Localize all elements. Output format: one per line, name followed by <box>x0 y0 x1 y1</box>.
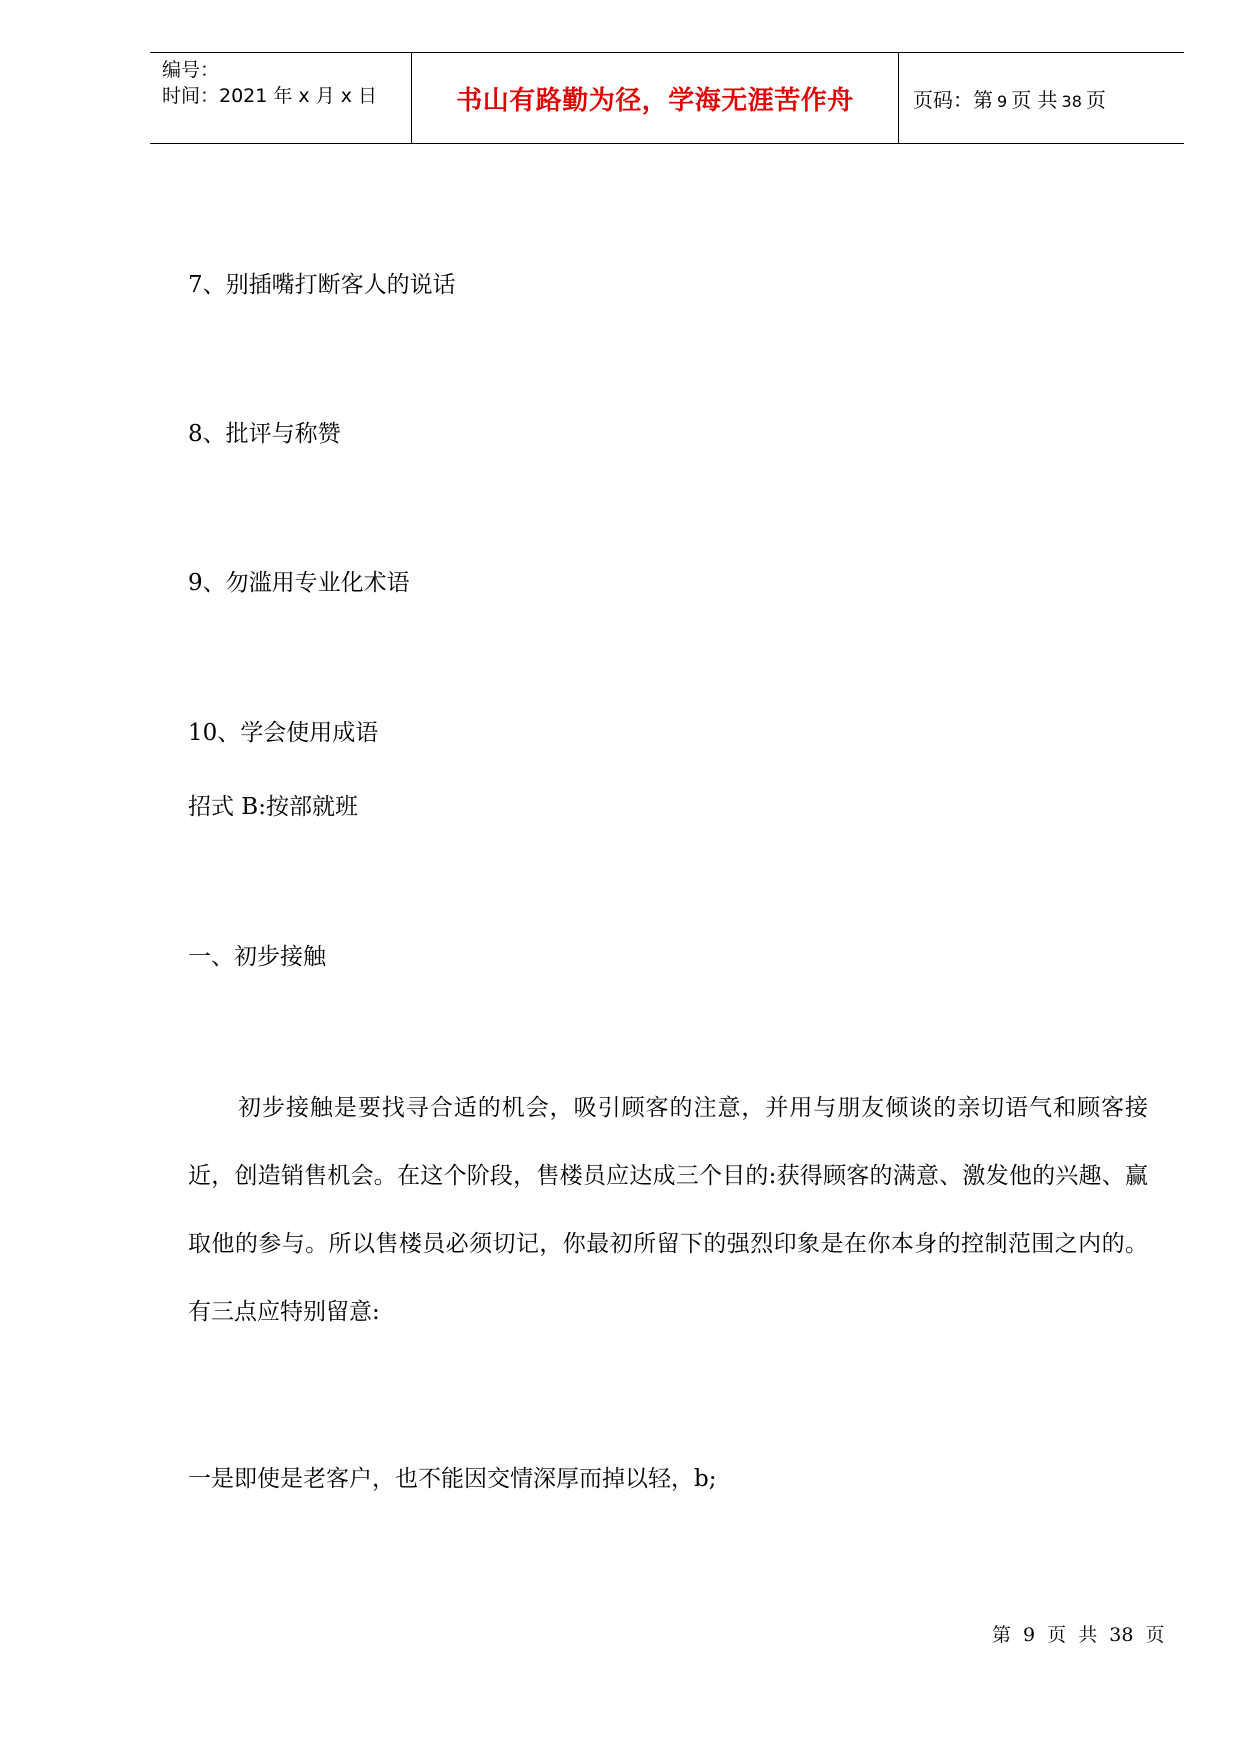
header-page-info <box>899 53 1184 143</box>
item-8: 8、批评与称赞 <box>188 421 341 447</box>
number-label: 编号： <box>162 59 220 81</box>
item-7: 7、别插嘴打断客人的说话 <box>188 272 456 298</box>
item-9: 9、勿滥用专业化术语 <box>188 570 410 596</box>
page-indicator <box>899 84 1106 113</box>
item-10: 10、学会使用成语 <box>188 720 379 746</box>
page-total: 38 <box>1061 91 1082 111</box>
time-label: 时间：2021 年 x 月 x 日 <box>162 85 378 107</box>
header-meta <box>150 53 412 143</box>
point-one: 一是即使是老客户，也不能因交情深厚而掉以轻，b; <box>188 1466 717 1492</box>
section-b-heading: 招式 B:按部就班 <box>188 794 358 820</box>
page-mid: 页 共 <box>1011 87 1058 112</box>
page-current: 9 <box>997 91 1008 111</box>
page-footer: 第 9 页 共 38 页 <box>992 1624 1165 1646</box>
motto-text: 书山有路勤为径，学海无涯苦作舟 <box>456 85 854 116</box>
page-prefix: 页码：第 <box>913 87 993 112</box>
header-motto <box>412 53 899 143</box>
heading-initial-contact: 一、初步接触 <box>188 944 326 970</box>
body-paragraph: 初步接触是要找寻合适的机会，吸引顾客的注意，并用与朋友倾谈的亲切语气和顾客接近，创造销售机会。在这个阶段，售楼员应达成三个目的:获得顾客的满意、激发他的兴趣、赢取他的参与。所以售楼员必须切记，你最初所留下的强烈印象是在你本身的控制范围之内的。有三点应特别留意: <box>188 1095 1148 1325</box>
page-suffix: 页 <box>1085 87 1106 112</box>
page-header <box>150 52 1184 144</box>
